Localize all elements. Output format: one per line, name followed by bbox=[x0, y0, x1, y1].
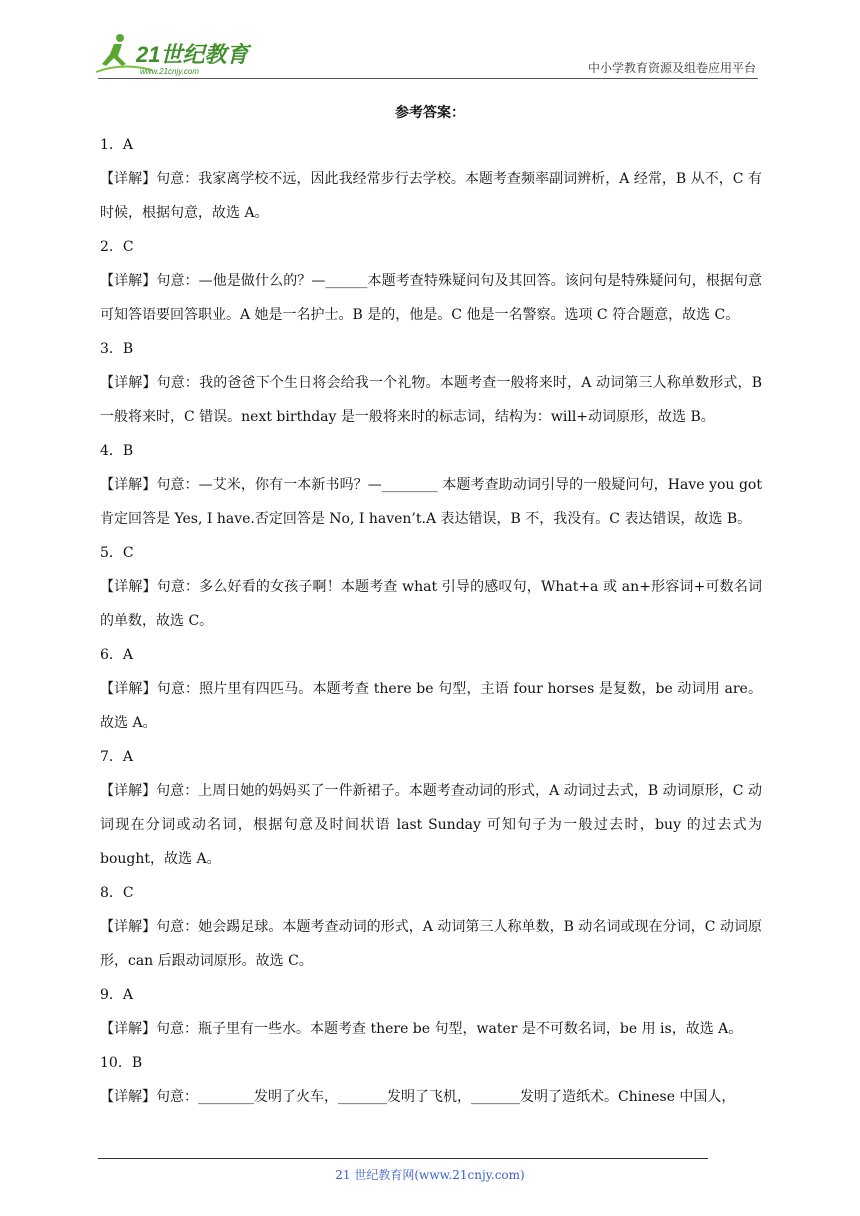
answer-number: 6．A bbox=[100, 647, 134, 663]
answer-item bbox=[100, 434, 762, 536]
answer-explanation: 【详解】句意：—他是做什么的？—______本题考查特殊疑问句及其回答。该问句是特殊疑问句，根据句意可知答语要回答职业。A 她是一名护士。B 是的，他是。C 他是一名警察。选项 C 符合题意，故选 C。 bbox=[100, 273, 762, 323]
answer-number: 9．A bbox=[100, 987, 134, 1003]
answer-item bbox=[100, 740, 762, 876]
answer-number: 5．C bbox=[100, 545, 134, 561]
answer-explanation: 【详解】句意：上周日她的妈妈买了一件新裙子。本题考查动词的形式，A 动词过去式，B 动词原形，C 动词现在分词或动名词，根据句意及时间状语 last Sunday 可知句子为一般过去时，buy 的过去式为 bought，故选 A。 bbox=[100, 783, 762, 867]
answer-number: 3．B bbox=[100, 341, 134, 357]
logo bbox=[92, 32, 272, 78]
answer-number: 4．B bbox=[100, 443, 134, 459]
platform-name: 中小学教育资源及组卷应用平台 bbox=[587, 61, 756, 75]
answer-item bbox=[100, 230, 762, 332]
answer-list bbox=[100, 128, 762, 1114]
answer-explanation: 【详解】句意：—艾米，你有一本新书吗？—________ 本题考查助动词引导的一般疑问句，Have you got 肯定回答是 Yes, I have.否定回答是 No, I haven’t.A 表达错误，B 不，我没有。C 表达错误，故选 B。 bbox=[100, 477, 762, 527]
footer-text: 21 世纪教育网(www.21cnjy.com) bbox=[335, 1168, 525, 1182]
answer-number: 7．A bbox=[100, 749, 134, 765]
footer-divider bbox=[98, 1158, 708, 1159]
answer-explanation: 【详解】句意：瓶子里有一些水。本题考查 there be 句型，water 是不可数名词，be 用 is，故选 A。 bbox=[100, 1021, 743, 1037]
answer-explanation: 【详解】句意：我的爸爸下个生日将会给我一个礼物。本题考查一般将来时，A 动词第三人称单数形式，B 一般将来时，C 错误。next birthday 是一般将来时的标志词，结构为：will+动词原形，故选 B。 bbox=[100, 375, 762, 425]
answer-number: 1．A bbox=[100, 137, 134, 153]
header-divider bbox=[98, 78, 758, 79]
page-header bbox=[0, 0, 860, 80]
answer-item bbox=[100, 332, 762, 434]
logo-text: 21世纪教育 bbox=[136, 42, 249, 67]
answer-explanation: 【详解】句意：________发明了火车，_______发明了飞机，_______发明了造纸术。Chinese 中国人， bbox=[100, 1089, 736, 1105]
page-title: 参考答案： bbox=[395, 105, 465, 121]
answer-number: 8．C bbox=[100, 885, 134, 901]
answer-explanation: 【详解】句意：我家离学校不远，因此我经常步行去学校。本题考查频率副词辨析，A 经常，B 从不，C 有时候，根据句意，故选 A。 bbox=[100, 171, 762, 221]
answer-explanation: 【详解】句意：照片里有四匹马。本题考查 there be 句型，主语 four horses 是复数，be 动词用 are。故选 A。 bbox=[100, 681, 762, 731]
answer-item bbox=[100, 536, 762, 638]
answer-number: 2．C bbox=[100, 239, 134, 255]
answer-number: 10．B bbox=[100, 1055, 143, 1071]
answer-item bbox=[100, 978, 762, 1046]
logo-url: www.21cnjy.com bbox=[140, 67, 199, 76]
answer-explanation: 【详解】句意：多么好看的女孩子啊！本题考查 what 引导的感叹句，What+a 或 an+形容词+可数名词的单数，故选 C。 bbox=[100, 579, 762, 629]
answer-item bbox=[100, 1046, 762, 1114]
answer-item bbox=[100, 128, 762, 230]
answer-item bbox=[100, 876, 762, 978]
answer-item bbox=[100, 638, 762, 740]
answer-explanation: 【详解】句意：她会踢足球。本题考查动词的形式，A 动词第三人称单数，B 动名词或现在分词，C 动词原形，can 后跟动词原形。故选 C。 bbox=[100, 919, 762, 969]
